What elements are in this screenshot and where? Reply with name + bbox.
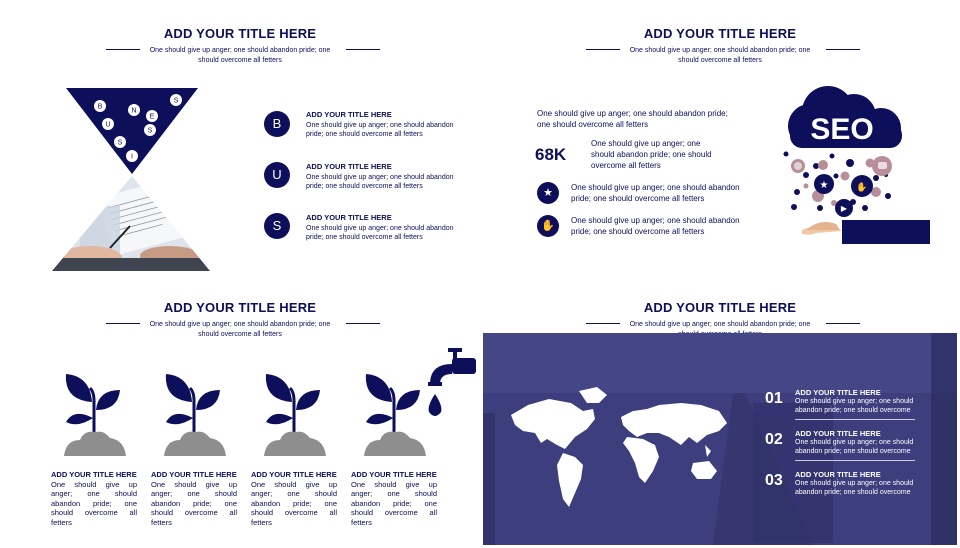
caption-desc: One should give up anger; one should abandon pride; one should overcome all fetters [151,479,237,527]
item-underline [795,419,915,420]
item-number: 01 [765,390,783,407]
plant-caption [251,470,337,527]
plant-caption [351,470,437,527]
title-rule-right [346,49,380,50]
caption-title: ADD YOUR TITLE HERE [351,470,437,479]
funnel-letter: U [105,121,111,129]
item-title: ADD YOUR TITLE HERE [306,110,392,119]
plant-caption [51,470,137,527]
slide-title: ADD YOUR TITLE HERE [643,300,797,315]
slide-header [0,300,480,340]
slide-subtitle: One should give up anger; one should abandon pride; one should overcome all fetters [629,47,811,64]
item-text: One should give up anger; one should abandon pride; one should overcome all fetters [571,183,740,203]
item-title: ADD YOUR TITLE HERE [306,213,392,222]
item-title: ADD YOUR TITLE HERE [795,429,881,438]
map-item [795,429,925,461]
lightbulb-icon [794,162,802,170]
title-rule-right [826,49,860,50]
funnel-letter: B [97,103,103,111]
title-rule-left [106,323,140,324]
seo-cloud-graphic [776,78,956,248]
title-rule-left [586,49,620,50]
map-item [795,470,925,497]
item-desc: One should give up anger; one should abandon pride; one should overcome all fetters [306,122,454,138]
item-desc: One should give up anger; one should abandon pride; one should overcome all fetters [306,225,454,241]
caption-title: ADD YOUR TITLE HERE [51,470,137,479]
title-rule-right [826,323,860,324]
business-item [306,213,466,242]
funnel-letter: N [131,107,137,115]
plant-icon [260,372,330,460]
handshake-icon: ✋ [537,215,559,237]
item-text: One should give up anger; one should abandon pride; one should overcome all fetters [571,216,740,236]
caption-desc: One should give up anger; one should abandon pride; one should overcome all fetters [251,479,337,527]
item-title: ADD YOUR TITLE HERE [795,388,881,397]
item-title: ADD YOUR TITLE HERE [795,470,881,479]
funnel-letter: S [147,127,153,135]
slide-title: ADD YOUR TITLE HERE [643,26,797,41]
item-underline [795,460,915,461]
slide-world-map [480,274,960,548]
plant-icon [60,372,130,460]
funnel-letters [50,88,215,178]
slide-title: ADD YOUR TITLE HERE [163,300,317,315]
slide-subtitle: One should give up anger; one should abandon pride; one should overcome all fetters [149,321,331,338]
seo-label: SEO [810,113,874,146]
funnel-letter: S [173,97,179,105]
caption-title: ADD YOUR TITLE HERE [251,470,337,479]
intro-text: One should give up anger; one should abandon pride; one should overcome all fetters [537,109,728,129]
svg-text:▶: ▶ [840,204,848,213]
stat-text: One should give up anger; one should abandon pride; one should overcome all fetters [591,139,712,170]
slide-growth [0,274,480,548]
slide-header [0,26,480,66]
map-item [795,388,925,420]
caption-desc: One should give up anger; one should abandon pride; one should overcome all fetters [51,479,137,527]
item-desc: One should give up anger; one should abandon pride; one should overcome [795,439,914,455]
slide-header [480,26,960,66]
funnel-letter: I [131,153,133,161]
slide-subtitle: One should give up anger; one should abandon pride; one [629,321,811,328]
plant-caption [151,470,237,527]
title-rule-left [586,323,620,324]
plant-icon [360,372,430,460]
chat-icon [878,162,887,169]
letter-circle-b: B [264,111,290,137]
title-rule-right [346,323,380,324]
water-tap-icon [424,344,480,424]
caption-desc: One should give up anger; one should abandon pride; one should overcome all fetters [351,479,437,527]
title-rule-left [106,49,140,50]
caption-title: ADD YOUR TITLE HERE [151,470,237,479]
letter-circle-u: U [264,162,290,188]
funnel-letter: E [149,113,155,121]
svg-text:★: ★ [819,180,829,191]
slide-subtitle: One should give up anger; one should abandon pride; one should overcome all fetters [149,47,331,64]
item-number: 02 [765,431,783,448]
item-number: 03 [765,472,783,489]
item-desc: One should give up anger; one should abandon pride; one should overcome [795,398,914,414]
slide-seo [480,0,960,274]
business-item [306,110,466,139]
plant-icon [160,372,230,460]
svg-text:✋: ✋ [856,182,868,192]
item-desc: One should give up anger; one should abandon pride; one should overcome all fetters [306,174,454,190]
stat-value: 68K [535,145,567,164]
trophy-icon: ★ [537,182,559,204]
business-item [306,162,466,191]
sleeve-graphic [842,220,930,244]
letter-circle-s: S [264,213,290,239]
slide-business-funnel [0,0,480,274]
slide-title: ADD YOUR TITLE HERE [163,26,317,41]
item-title: ADD YOUR TITLE HERE [306,162,392,171]
funnel-letter: S [117,139,123,147]
item-desc: One should give up anger; one should abandon pride; one should overcome [795,480,914,496]
